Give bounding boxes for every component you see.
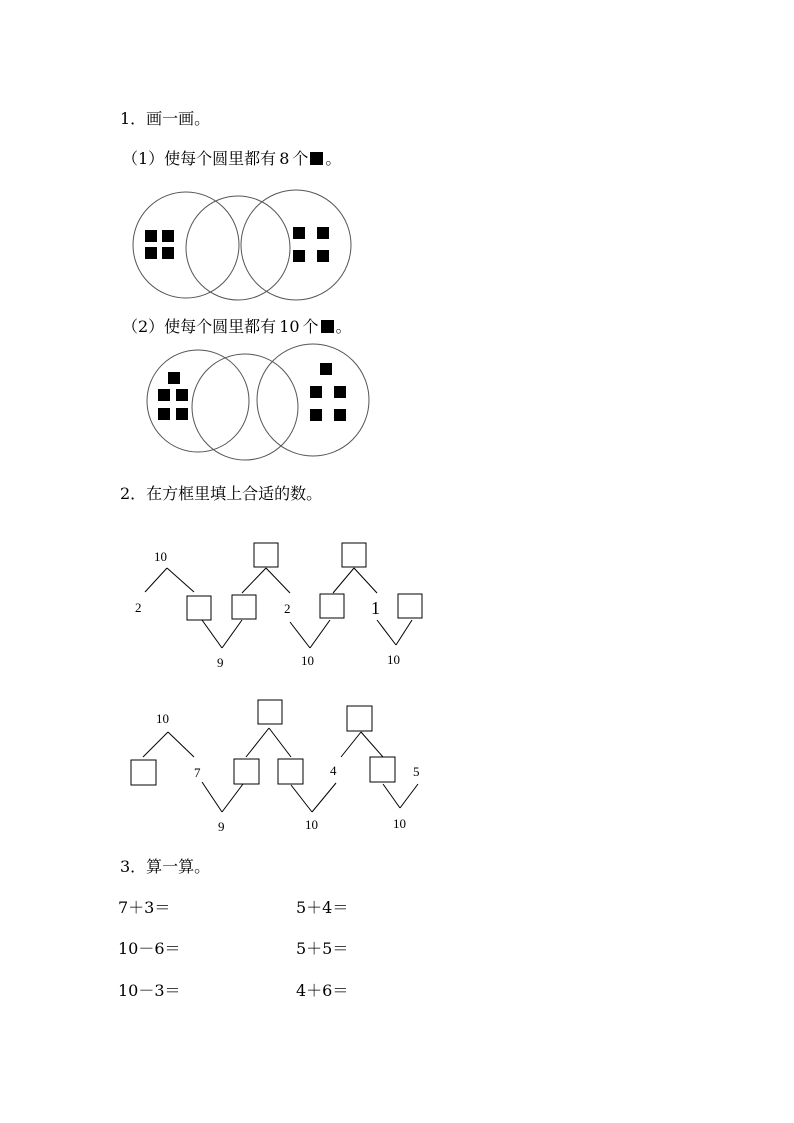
equation: 10－6＝ [118,939,181,958]
tree-number: 4 [330,763,337,778]
answer-box[interactable] [254,543,278,567]
answer-box[interactable] [232,595,256,619]
tree-number: 10 [154,549,167,564]
q1-heading: 1．画一画。 [120,109,211,128]
answer-box[interactable] [258,700,282,724]
answer-box[interactable] [398,594,422,618]
q3-heading: 3．算一算。 [120,857,211,876]
answer-box[interactable] [131,760,156,785]
equation: 7＋3＝ [118,898,171,917]
q1-part2-suffix: 。 [335,317,352,336]
answer-box[interactable] [234,759,259,784]
q1-part1-unit: 个 [292,149,309,168]
q1-part2-prefix: （2）使每个圆里都有 [122,317,277,336]
tree-number: 10 [393,816,406,831]
tree-number: 10 [387,652,400,667]
q1-part2-unit: 个 [302,317,319,336]
q1-part2-number: 10 [279,317,300,336]
answer-box[interactable] [278,759,303,784]
tree-number: 10 [301,653,314,668]
equation: 4＋6＝ [296,981,349,1000]
answer-box[interactable] [187,596,211,620]
answer-box[interactable] [342,543,366,567]
tree-number: 9 [218,819,225,834]
tree-number: 1 [371,598,380,618]
equation: 5＋5＝ [296,939,349,958]
q1-part1-number: 8 [279,149,290,168]
answer-box[interactable] [320,594,344,618]
tree-number: 2 [135,600,142,615]
answer-box[interactable] [370,757,395,782]
answer-box[interactable] [347,706,372,731]
equation: 10－3＝ [118,981,181,1000]
q1-part1-suffix: 。 [325,149,342,168]
q1-part1-prefix: （1）使每个圆里都有 [122,149,277,168]
tree-number: 10 [156,711,169,726]
tree-number: 9 [217,655,224,670]
equation: 5＋4＝ [296,898,349,917]
tree-number: 10 [305,817,318,832]
tree-number: 7 [194,765,201,780]
q2-heading: 2．在方框里填上合适的数。 [120,484,323,503]
tree-number: 5 [413,764,420,779]
tree-number: 2 [284,601,291,616]
